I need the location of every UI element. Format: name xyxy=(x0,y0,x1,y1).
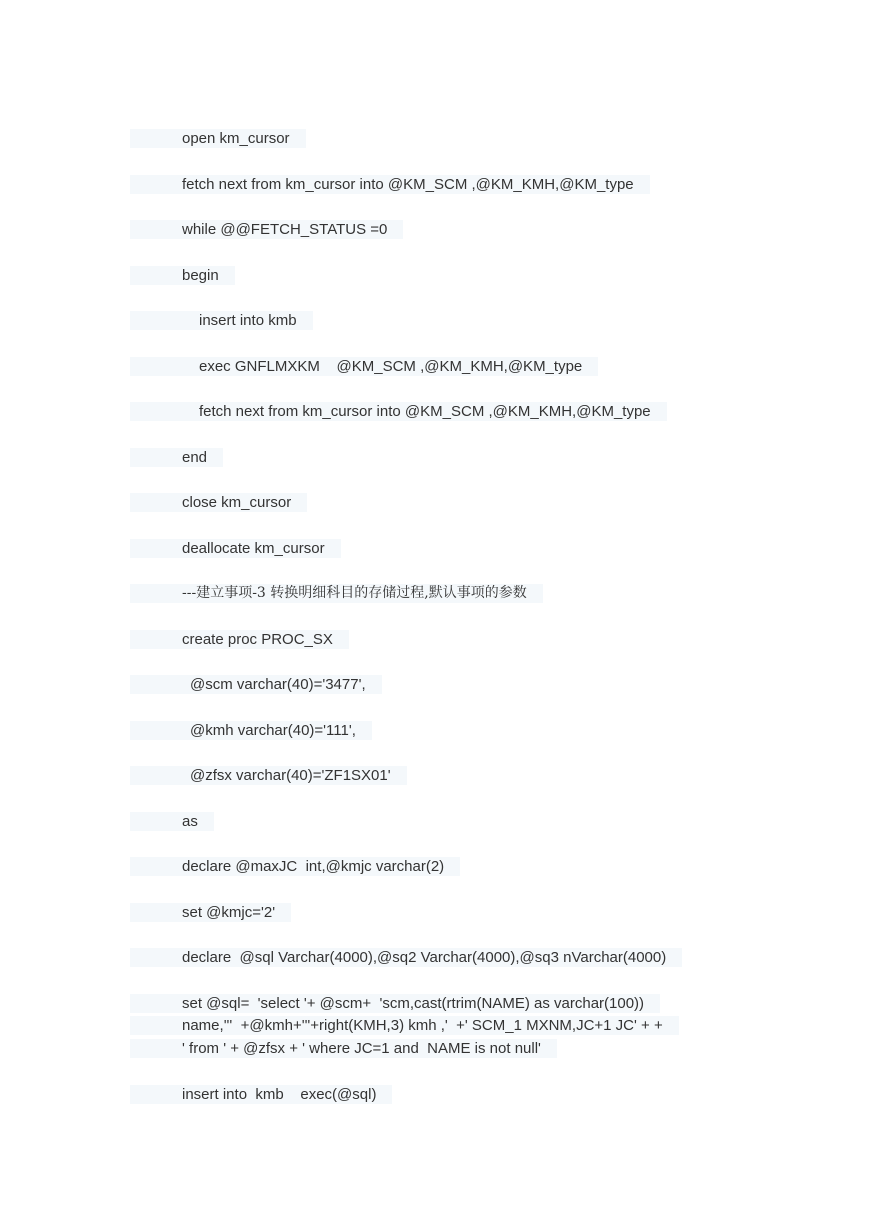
code-line-declare-maxjc: declare @maxJC int,@kmjc varchar(2) xyxy=(130,857,460,876)
code-line-param-kmh: @kmh varchar(40)='111', xyxy=(130,721,372,740)
code-line-create-proc: create proc PROC_SX xyxy=(130,630,349,649)
code-line-insert-exec: insert into kmb exec(@sql) xyxy=(130,1085,392,1104)
code-line-close-cursor: close km_cursor xyxy=(130,493,307,512)
code-line-open-cursor: open km_cursor xyxy=(130,129,306,148)
code-line-insert-into: insert into kmb xyxy=(130,311,313,330)
code-line-deallocate: deallocate km_cursor xyxy=(130,539,341,558)
code-line-declare-sql: declare @sql Varchar(4000),@sq2 Varchar(4000),@sq3 nVarchar(4000) xyxy=(130,948,682,967)
code-line-end: end xyxy=(130,448,223,467)
code-line-fetch-next-inner: fetch next from km_cursor into @KM_SCM ,@KM_KMH,@KM_type xyxy=(130,402,667,421)
code-line-set-sql: set @sql= 'select '+ @scm+ 'scm,cast(rtrim(NAME) as varchar(100)) xyxy=(130,994,660,1013)
code-line-param-scm: @scm varchar(40)='3477', xyxy=(130,675,382,694)
code-line-as: as xyxy=(130,812,214,831)
code-line-set-sql-cont1: name,''' +@kmh+'''+right(KMH,3) kmh ,' +' SCM_1 MXNM,JC+1 JC' + + xyxy=(130,1016,679,1035)
code-line-while: while @@FETCH_STATUS =0 xyxy=(130,220,403,239)
code-line-fetch-next: fetch next from km_cursor into @KM_SCM ,@KM_KMH,@KM_type xyxy=(130,175,650,194)
code-line-param-zfsx: @zfsx varchar(40)='ZF1SX01' xyxy=(130,766,407,785)
code-line-exec: exec GNFLMXKM @KM_SCM ,@KM_KMH,@KM_type xyxy=(130,357,598,376)
code-line-set-sql-cont2: ' from ' + @zfsx + ' where JC=1 and NAME is not null' xyxy=(130,1039,557,1058)
code-line-set-kmjc: set @kmjc='2' xyxy=(130,903,291,922)
code-line-begin: begin xyxy=(130,266,235,285)
code-comment-line: ---建立事项-3 转换明细科目的存储过程,默认事项的参数 xyxy=(130,584,543,603)
